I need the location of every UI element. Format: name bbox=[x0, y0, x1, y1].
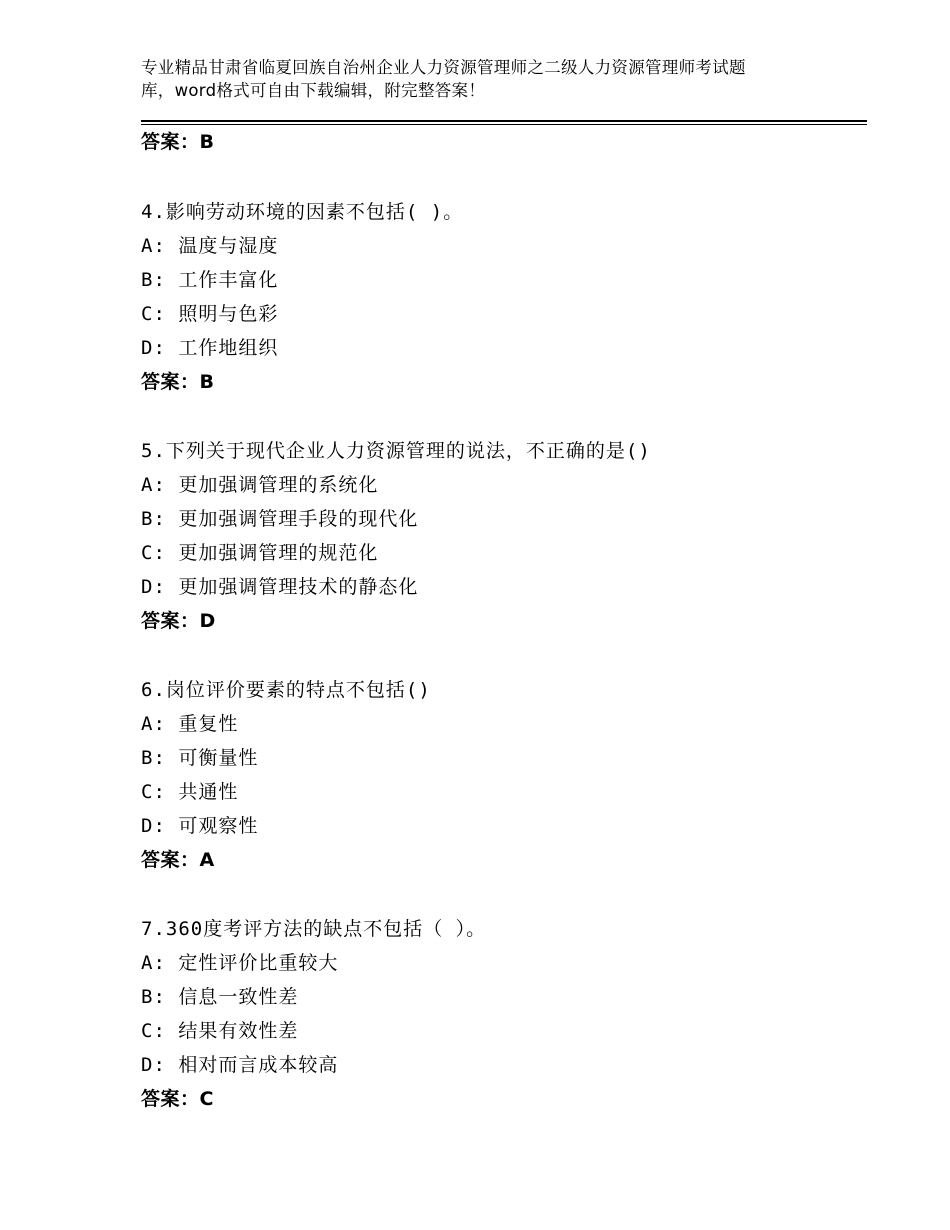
option-c: C: 共通性 bbox=[141, 781, 239, 803]
option-d: D: 更加强调管理技术的静态化 bbox=[141, 576, 419, 598]
previous-answer: 答案：B bbox=[141, 131, 215, 153]
option-a: A: 更加强调管理的系统化 bbox=[141, 474, 379, 496]
option-c: C: 结果有效性差 bbox=[141, 1020, 299, 1042]
option-a: A: 重复性 bbox=[141, 713, 239, 735]
answer: 答案：C bbox=[141, 1088, 214, 1110]
header-divider-thin bbox=[141, 124, 867, 125]
option-d: D: 工作地组织 bbox=[141, 337, 279, 359]
header-title-line-1: 专业精品甘肃省临夏回族自治州企业人力资源管理师之二级人力资源管理师考试题 bbox=[141, 58, 746, 77]
question-stem: 7.360度考评方法的缺点不包括（ ）。 bbox=[141, 918, 487, 940]
option-c: C: 照明与色彩 bbox=[141, 303, 279, 325]
document-header bbox=[141, 56, 831, 102]
option-d: D: 相对而言成本较高 bbox=[141, 1054, 339, 1076]
option-b: B: 工作丰富化 bbox=[141, 269, 279, 291]
question-stem: 4.影响劳动环境的因素不包括( )。 bbox=[141, 201, 464, 223]
answer: 答案：B bbox=[141, 371, 215, 393]
header-divider-thick bbox=[141, 120, 867, 122]
answer: 答案：A bbox=[141, 849, 215, 871]
option-a: A: 定性评价比重较大 bbox=[141, 952, 339, 974]
option-b: B: 更加强调管理手段的现代化 bbox=[141, 508, 419, 530]
option-a: A: 温度与湿度 bbox=[141, 235, 279, 257]
header-title-line-2: 库，word格式可自由下载编辑，附完整答案！ bbox=[141, 81, 486, 100]
question-stem: 6.岗位评价要素的特点不包括() bbox=[141, 679, 431, 701]
option-d: D: 可观察性 bbox=[141, 815, 259, 837]
option-c: C: 更加强调管理的规范化 bbox=[141, 542, 379, 564]
option-b: B: 可衡量性 bbox=[141, 747, 259, 769]
option-b: B: 信息一致性差 bbox=[141, 986, 299, 1008]
answer: 答案：D bbox=[141, 610, 216, 632]
question-stem: 5.下列关于现代企业人力资源管理的说法，不正确的是() bbox=[141, 440, 651, 462]
